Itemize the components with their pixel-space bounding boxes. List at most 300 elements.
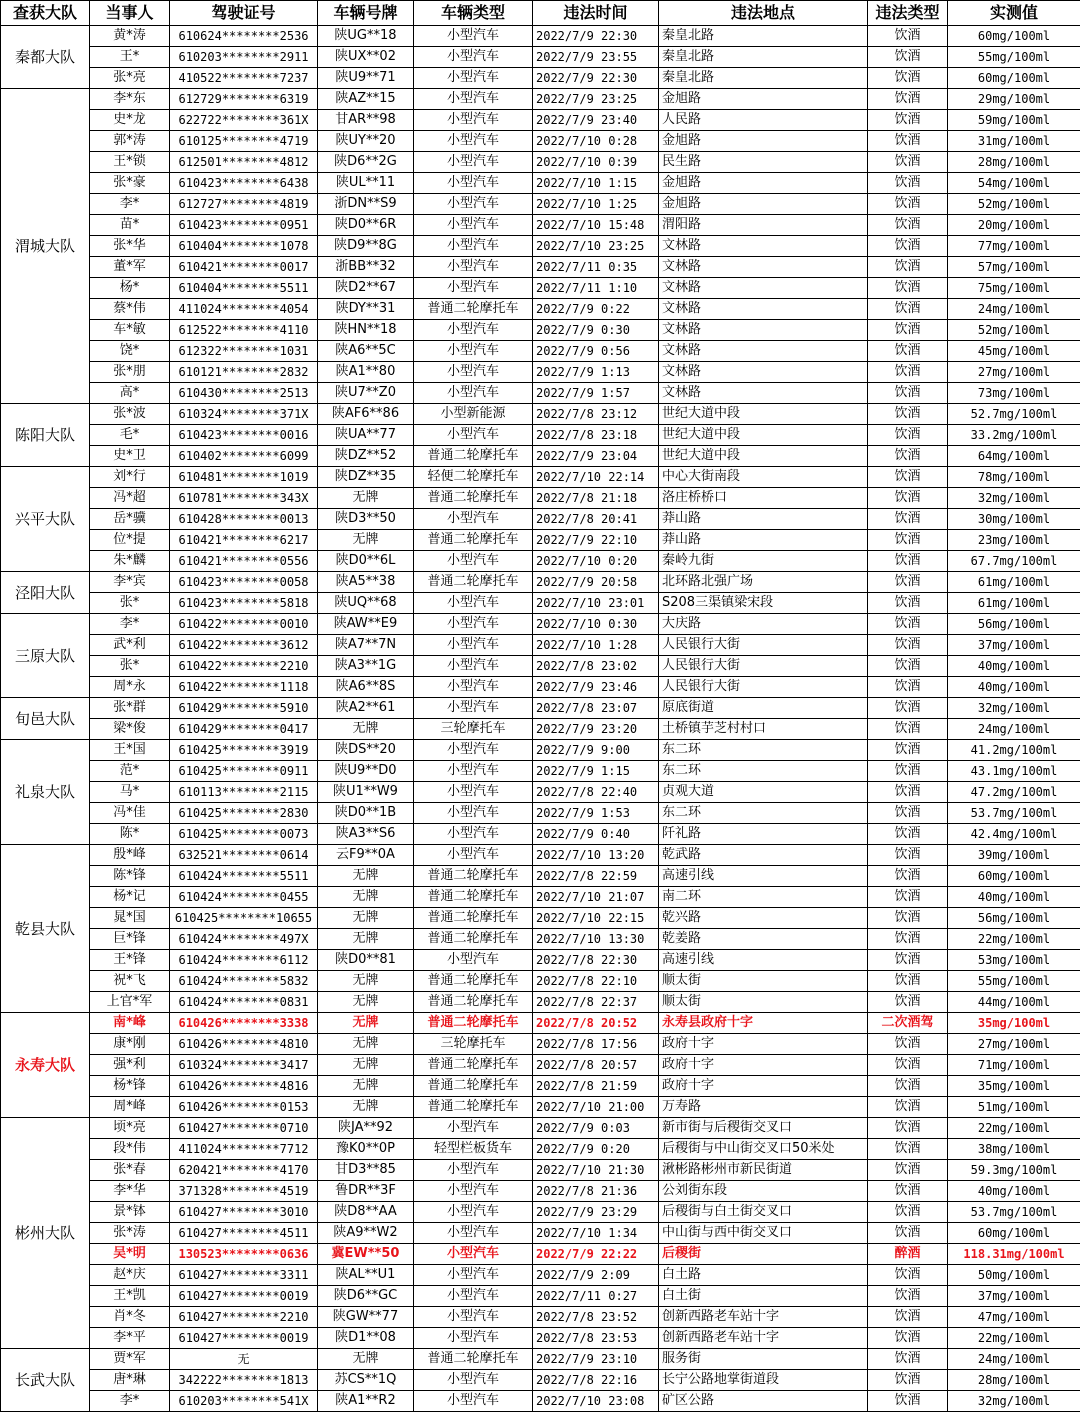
time-cell: 2022/7/9 23:10	[533, 1349, 659, 1370]
table-row	[1, 1118, 1080, 1139]
license-no-cell: 610203********2911	[170, 47, 318, 68]
location-cell: 世纪大道中段	[659, 404, 868, 425]
location-cell: 渭阳路	[659, 215, 868, 236]
violation-type-cell: 饮酒	[868, 1391, 948, 1412]
time-cell: 2022/7/9 23:29	[533, 1202, 659, 1223]
violation-type-cell: 饮酒	[868, 824, 948, 845]
measured-value-cell: 47.2mg/100ml	[948, 782, 1080, 803]
time-cell: 2022/7/9 23:55	[533, 47, 659, 68]
time-cell: 2022/7/9 23:25	[533, 89, 659, 110]
measured-value-cell: 20mg/100ml	[948, 215, 1080, 236]
plate-cell: 陕JA**92	[318, 1118, 414, 1139]
plate-cell: 陕A1**80	[318, 362, 414, 383]
party-name-cell: 张*豪	[90, 173, 170, 194]
time-cell: 2022/7/8 21:59	[533, 1076, 659, 1097]
measured-value-cell: 31mg/100ml	[948, 131, 1080, 152]
measured-value-cell: 77mg/100ml	[948, 236, 1080, 257]
party-name-cell: 李*	[90, 614, 170, 635]
location-cell: 中心大街南段	[659, 467, 868, 488]
measured-value-cell: 53mg/100ml	[948, 950, 1080, 971]
table-row	[1, 362, 1080, 383]
measured-value-cell: 73mg/100ml	[948, 383, 1080, 404]
party-name-cell: 赵*庆	[90, 1265, 170, 1286]
measured-value-cell: 40mg/100ml	[948, 1181, 1080, 1202]
location-cell: 金旭路	[659, 89, 868, 110]
plate-cell: 陕UG**18	[318, 26, 414, 47]
violation-type-cell: 饮酒	[868, 1370, 948, 1391]
party-name-cell: 李*平	[90, 1328, 170, 1349]
party-name-cell: 顷*亮	[90, 1118, 170, 1139]
license-no-cell: 612501********4812	[170, 152, 318, 173]
measured-value-cell: 59mg/100ml	[948, 110, 1080, 131]
vehicle-type-cell: 普通二轮摩托车	[414, 1076, 533, 1097]
measured-value-cell: 32mg/100ml	[948, 488, 1080, 509]
time-cell: 2022/7/10 1:15	[533, 173, 659, 194]
party-name-cell: 王*国	[90, 740, 170, 761]
squad-cell: 渭城大队	[1, 89, 90, 404]
violation-type-cell: 饮酒	[868, 1160, 948, 1181]
location-cell: 东二环	[659, 740, 868, 761]
plate-cell: 无牌	[318, 887, 414, 908]
location-cell: 人民银行大街	[659, 635, 868, 656]
squad-cell: 兴平大队	[1, 467, 90, 572]
time-cell: 2022/7/8 20:57	[533, 1055, 659, 1076]
vehicle-type-cell: 普通二轮摩托车	[414, 1055, 533, 1076]
time-cell: 2022/7/9 20:58	[533, 572, 659, 593]
party-name-cell: 董*军	[90, 257, 170, 278]
party-name-cell: 陈*锋	[90, 866, 170, 887]
violation-type-cell: 饮酒	[868, 131, 948, 152]
location-cell: 世纪大道中段	[659, 425, 868, 446]
party-name-cell: 张*朋	[90, 362, 170, 383]
vehicle-type-cell: 小型汽车	[414, 341, 533, 362]
plate-cell: 陕AW**E9	[318, 614, 414, 635]
vehicle-type-cell: 三轮摩托车	[414, 719, 533, 740]
time-cell: 2022/7/8 23:53	[533, 1328, 659, 1349]
measured-value-cell: 32mg/100ml	[948, 1391, 1080, 1412]
violation-type-cell: 饮酒	[868, 1307, 948, 1328]
table-row	[1, 698, 1080, 719]
violation-type-cell: 饮酒	[868, 404, 948, 425]
measured-value-cell: 40mg/100ml	[948, 677, 1080, 698]
license-no-cell: 610422********2210	[170, 656, 318, 677]
party-name-cell: 王*锁	[90, 152, 170, 173]
license-no-cell: 610422********1118	[170, 677, 318, 698]
measured-value-cell: 67.7mg/100ml	[948, 551, 1080, 572]
table-row	[1, 992, 1080, 1013]
violation-type-cell: 饮酒	[868, 1223, 948, 1244]
table-row	[1, 719, 1080, 740]
measured-value-cell: 45mg/100ml	[948, 341, 1080, 362]
table-row	[1, 26, 1080, 47]
plate-cell: 陕UX**02	[318, 47, 414, 68]
vehicle-type-cell: 轻型栏板货车	[414, 1139, 533, 1160]
license-no-cell: 610426********4816	[170, 1076, 318, 1097]
measured-value-cell: 71mg/100ml	[948, 1055, 1080, 1076]
party-name-cell: 陈*	[90, 824, 170, 845]
time-cell: 2022/7/9 22:10	[533, 530, 659, 551]
table-row	[1, 1076, 1080, 1097]
vehicle-type-cell: 普通二轮摩托车	[414, 887, 533, 908]
location-cell: 永寿县政府十字	[659, 1013, 868, 1034]
license-no-cell: 610425********0911	[170, 761, 318, 782]
party-name-cell: 肖*冬	[90, 1307, 170, 1328]
party-name-cell: 巨*锋	[90, 929, 170, 950]
violation-type-cell: 饮酒	[868, 1181, 948, 1202]
license-no-cell: 610422********0010	[170, 614, 318, 635]
party-name-cell: 郭*涛	[90, 131, 170, 152]
table-row	[1, 593, 1080, 614]
location-cell: 公刘街东段	[659, 1181, 868, 1202]
squad-cell: 三原大队	[1, 614, 90, 698]
plate-cell: 无牌	[318, 1349, 414, 1370]
table-row	[1, 1034, 1080, 1055]
table-row	[1, 803, 1080, 824]
party-name-cell: 史*卫	[90, 446, 170, 467]
plate-cell: 陕D0**6L	[318, 551, 414, 572]
party-name-cell: 李*宾	[90, 572, 170, 593]
vehicle-type-cell: 小型汽车	[414, 677, 533, 698]
plate-cell: 无牌	[318, 530, 414, 551]
plate-cell: 无牌	[318, 1076, 414, 1097]
plate-cell: 陕A3**S6	[318, 824, 414, 845]
table-row	[1, 614, 1080, 635]
license-no-cell: 610427********4511	[170, 1223, 318, 1244]
measured-value-cell: 78mg/100ml	[948, 467, 1080, 488]
location-cell: 后稷街	[659, 1244, 868, 1265]
vehicle-type-cell: 小型汽车	[414, 740, 533, 761]
license-no-cell: 610404********5511	[170, 278, 318, 299]
location-cell: 后稷街与白土街交叉口	[659, 1202, 868, 1223]
table-row	[1, 929, 1080, 950]
vehicle-type-cell: 小型汽车	[414, 551, 533, 572]
squad-cell: 陈阳大队	[1, 404, 90, 467]
license-no-cell: 622722********361X	[170, 110, 318, 131]
location-cell: 白土路	[659, 1265, 868, 1286]
plate-cell: 陕U9**D0	[318, 761, 414, 782]
license-no-cell: 610424********5832	[170, 971, 318, 992]
time-cell: 2022/7/8 22:37	[533, 992, 659, 1013]
table-row	[1, 509, 1080, 530]
violation-type-cell: 饮酒	[868, 383, 948, 404]
measured-value-cell: 37mg/100ml	[948, 635, 1080, 656]
plate-cell: 鲁DR**3F	[318, 1181, 414, 1202]
location-cell: 文林路	[659, 278, 868, 299]
location-cell: 贞观大道	[659, 782, 868, 803]
measured-value-cell: 24mg/100ml	[948, 299, 1080, 320]
license-no-cell: 610423********6438	[170, 173, 318, 194]
violation-type-cell: 饮酒	[868, 467, 948, 488]
table-row	[1, 1097, 1080, 1118]
measured-value-cell: 29mg/100ml	[948, 89, 1080, 110]
location-cell: 原底街道	[659, 698, 868, 719]
violation-type-cell: 饮酒	[868, 950, 948, 971]
location-cell: 乾姜路	[659, 929, 868, 950]
violation-type-cell: 饮酒	[868, 236, 948, 257]
time-cell: 2022/7/10 21:00	[533, 1097, 659, 1118]
party-name-cell: 马*	[90, 782, 170, 803]
vehicle-type-cell: 小型汽车	[414, 1328, 533, 1349]
license-no-cell: 620421********4170	[170, 1160, 318, 1181]
time-cell: 2022/7/8 22:59	[533, 866, 659, 887]
time-cell: 2022/7/10 23:08	[533, 1391, 659, 1412]
table-row	[1, 1160, 1080, 1181]
vehicle-type-cell: 小型汽车	[414, 236, 533, 257]
license-no-cell: 610429********0417	[170, 719, 318, 740]
table-row	[1, 1391, 1080, 1412]
plate-cell: 浙DN**S9	[318, 194, 414, 215]
table-row	[1, 110, 1080, 131]
location-cell: 文林路	[659, 299, 868, 320]
measured-value-cell: 60mg/100ml	[948, 866, 1080, 887]
measured-value-cell: 50mg/100ml	[948, 1265, 1080, 1286]
party-name-cell: 刘*行	[90, 467, 170, 488]
time-cell: 2022/7/9 0:40	[533, 824, 659, 845]
vehicle-type-cell: 普通二轮摩托车	[414, 1097, 533, 1118]
location-cell: 人民银行大街	[659, 677, 868, 698]
violation-type-cell: 饮酒	[868, 341, 948, 362]
license-no-cell: 411024********7712	[170, 1139, 318, 1160]
party-name-cell: 蔡*伟	[90, 299, 170, 320]
measured-value-cell: 55mg/100ml	[948, 971, 1080, 992]
vehicle-type-cell: 普通二轮摩托车	[414, 530, 533, 551]
vehicle-type-cell: 轻便二轮摩托车	[414, 467, 533, 488]
license-no-cell: 610427********0710	[170, 1118, 318, 1139]
license-no-cell: 610121********2832	[170, 362, 318, 383]
table-row	[1, 341, 1080, 362]
location-cell: 顺太街	[659, 992, 868, 1013]
time-cell: 2022/7/9 22:22	[533, 1244, 659, 1265]
location-cell: 文林路	[659, 236, 868, 257]
party-name-cell: 贾*军	[90, 1349, 170, 1370]
vehicle-type-cell: 小型汽车	[414, 1244, 533, 1265]
squad-cell: 旬邑大队	[1, 698, 90, 740]
table-row	[1, 1244, 1080, 1265]
violation-type-cell: 饮酒	[868, 740, 948, 761]
vehicle-type-cell: 小型汽车	[414, 362, 533, 383]
party-name-cell: 毛*	[90, 425, 170, 446]
plate-cell: 无牌	[318, 908, 414, 929]
header-plate: 车辆号牌	[318, 1, 414, 26]
table-row	[1, 1202, 1080, 1223]
vehicle-type-cell: 小型汽车	[414, 1202, 533, 1223]
table-row	[1, 47, 1080, 68]
plate-cell: 冀EW**50	[318, 1244, 414, 1265]
party-name-cell: 梁*俊	[90, 719, 170, 740]
license-no-cell: 610324********3417	[170, 1055, 318, 1076]
license-no-cell: 610422********3612	[170, 635, 318, 656]
location-cell: 金旭路	[659, 131, 868, 152]
measured-value-cell: 53.7mg/100ml	[948, 1202, 1080, 1223]
time-cell: 2022/7/11 1:10	[533, 278, 659, 299]
measured-value-cell: 61mg/100ml	[948, 572, 1080, 593]
squad-cell: 长武大队	[1, 1349, 90, 1412]
violation-type-cell: 饮酒	[868, 68, 948, 89]
measured-value-cell: 52mg/100ml	[948, 194, 1080, 215]
party-name-cell: 张*涛	[90, 1223, 170, 1244]
license-no-cell: 610427********0019	[170, 1328, 318, 1349]
plate-cell: 无牌	[318, 1097, 414, 1118]
party-name-cell: 张*春	[90, 1160, 170, 1181]
party-name-cell: 景*钵	[90, 1202, 170, 1223]
location-cell: 秦岭九街	[659, 551, 868, 572]
violation-type-cell: 饮酒	[868, 929, 948, 950]
violation-type-cell: 饮酒	[868, 1328, 948, 1349]
measured-value-cell: 56mg/100ml	[948, 908, 1080, 929]
time-cell: 2022/7/8 22:10	[533, 971, 659, 992]
license-no-cell: 610426********3338	[170, 1013, 318, 1034]
table-row	[1, 215, 1080, 236]
violation-type-cell: 饮酒	[868, 782, 948, 803]
license-no-cell: 610125********4719	[170, 131, 318, 152]
party-name-cell: 张*群	[90, 698, 170, 719]
time-cell: 2022/7/8 22:40	[533, 782, 659, 803]
plate-cell: 陕D0**1B	[318, 803, 414, 824]
time-cell: 2022/7/10 0:30	[533, 614, 659, 635]
violation-type-cell: 饮酒	[868, 1034, 948, 1055]
plate-cell: 陕UQ**68	[318, 593, 414, 614]
violation-type-cell: 饮酒	[868, 257, 948, 278]
vehicle-type-cell: 小型汽车	[414, 1286, 533, 1307]
location-cell: 莽山路	[659, 509, 868, 530]
vehicle-type-cell: 小型汽车	[414, 194, 533, 215]
measured-value-cell: 57mg/100ml	[948, 257, 1080, 278]
party-name-cell: 周*永	[90, 677, 170, 698]
measured-value-cell: 59.3mg/100ml	[948, 1160, 1080, 1181]
vehicle-type-cell: 小型汽车	[414, 1265, 533, 1286]
party-name-cell: 杨*记	[90, 887, 170, 908]
location-cell: 顺太街	[659, 971, 868, 992]
vehicle-type-cell: 小型汽车	[414, 656, 533, 677]
measured-value-cell: 32mg/100ml	[948, 698, 1080, 719]
plate-cell: 陕DZ**52	[318, 446, 414, 467]
party-name-cell: 冯*佳	[90, 803, 170, 824]
time-cell: 2022/7/8 21:36	[533, 1181, 659, 1202]
time-cell: 2022/7/9 23:46	[533, 677, 659, 698]
time-cell: 2022/7/10 0:20	[533, 551, 659, 572]
location-cell: S208三渠镇梁宋段	[659, 593, 868, 614]
violation-type-cell: 饮酒	[868, 1286, 948, 1307]
plate-cell: 陕D0**6R	[318, 215, 414, 236]
location-cell: 政府十字	[659, 1076, 868, 1097]
time-cell: 2022/7/9 0:22	[533, 299, 659, 320]
table-row	[1, 1223, 1080, 1244]
party-name-cell: 康*刚	[90, 1034, 170, 1055]
table-row	[1, 425, 1080, 446]
plate-cell: 甘D3**85	[318, 1160, 414, 1181]
violation-type-cell: 饮酒	[868, 215, 948, 236]
table-row	[1, 551, 1080, 572]
license-no-cell: 371328********4519	[170, 1181, 318, 1202]
vehicle-type-cell: 三轮摩托车	[414, 1034, 533, 1055]
vehicle-type-cell: 小型汽车	[414, 509, 533, 530]
violation-type-cell: 饮酒	[868, 110, 948, 131]
location-cell: 政府十字	[659, 1055, 868, 1076]
plate-cell: 陕DZ**35	[318, 467, 414, 488]
location-cell: 文林路	[659, 320, 868, 341]
measured-value-cell: 42.4mg/100ml	[948, 824, 1080, 845]
table-row	[1, 1013, 1080, 1034]
plate-cell: 陕A3**1G	[318, 656, 414, 677]
vehicle-type-cell: 小型汽车	[414, 110, 533, 131]
location-cell: 高速引线	[659, 866, 868, 887]
location-cell: 创新西路老车站十字	[659, 1307, 868, 1328]
location-cell: 洛庄桥桥口	[659, 488, 868, 509]
table-body	[1, 26, 1080, 1412]
violation-type-cell: 饮酒	[868, 1139, 948, 1160]
license-no-cell: 612729********6319	[170, 89, 318, 110]
table-row	[1, 1139, 1080, 1160]
time-cell: 2022/7/10 21:07	[533, 887, 659, 908]
time-cell: 2022/7/8 23:07	[533, 698, 659, 719]
party-name-cell: 冯*超	[90, 488, 170, 509]
header-license-no: 驾驶证号	[170, 1, 318, 26]
vehicle-type-cell: 小型汽车	[414, 614, 533, 635]
measured-value-cell: 52.7mg/100ml	[948, 404, 1080, 425]
license-no-cell: 610481********1019	[170, 467, 318, 488]
measured-value-cell: 22mg/100ml	[948, 929, 1080, 950]
time-cell: 2022/7/8 23:02	[533, 656, 659, 677]
party-name-cell: 李*	[90, 1391, 170, 1412]
table-row	[1, 1370, 1080, 1391]
plate-cell: 陕A6**8S	[318, 677, 414, 698]
time-cell: 2022/7/9 23:40	[533, 110, 659, 131]
party-name-cell: 晁*国	[90, 908, 170, 929]
plate-cell: 无牌	[318, 929, 414, 950]
table-row	[1, 908, 1080, 929]
plate-cell: 无牌	[318, 1013, 414, 1034]
vehicle-type-cell: 普通二轮摩托车	[414, 446, 533, 467]
measured-value-cell: 55mg/100ml	[948, 47, 1080, 68]
license-no-cell: 612322********1031	[170, 341, 318, 362]
table-row	[1, 656, 1080, 677]
time-cell: 2022/7/10 22:14	[533, 467, 659, 488]
violation-type-cell: 饮酒	[868, 320, 948, 341]
plate-cell: 陕AF6**86	[318, 404, 414, 425]
table-row	[1, 299, 1080, 320]
time-cell: 2022/7/9 22:30	[533, 26, 659, 47]
license-no-cell: 610429********5910	[170, 698, 318, 719]
time-cell: 2022/7/10 13:30	[533, 929, 659, 950]
time-cell: 2022/7/10 15:48	[533, 215, 659, 236]
location-cell: 莽山路	[659, 530, 868, 551]
violation-type-cell: 饮酒	[868, 278, 948, 299]
party-name-cell: 周*峰	[90, 1097, 170, 1118]
table-row	[1, 194, 1080, 215]
vehicle-type-cell: 普通二轮摩托车	[414, 908, 533, 929]
measured-value-cell: 54mg/100ml	[948, 173, 1080, 194]
violation-type-cell: 饮酒	[868, 488, 948, 509]
license-no-cell: 610203********541X	[170, 1391, 318, 1412]
party-name-cell: 王*锋	[90, 950, 170, 971]
plate-cell: 陕UA**77	[318, 425, 414, 446]
table-row	[1, 257, 1080, 278]
squad-cell: 永寿大队	[1, 1013, 90, 1118]
table-row	[1, 782, 1080, 803]
party-name-cell: 唐*琳	[90, 1370, 170, 1391]
plate-cell: 陕AL**U1	[318, 1265, 414, 1286]
vehicle-type-cell: 小型汽车	[414, 1391, 533, 1412]
time-cell: 2022/7/9 0:03	[533, 1118, 659, 1139]
party-name-cell: 吴*明	[90, 1244, 170, 1265]
party-name-cell: 上官*军	[90, 992, 170, 1013]
location-cell: 服务街	[659, 1349, 868, 1370]
plate-cell: 陕D0**81	[318, 950, 414, 971]
measured-value-cell: 51mg/100ml	[948, 1097, 1080, 1118]
party-name-cell: 殷*峰	[90, 845, 170, 866]
measured-value-cell: 35mg/100ml	[948, 1076, 1080, 1097]
plate-cell: 陕A6**5C	[318, 341, 414, 362]
